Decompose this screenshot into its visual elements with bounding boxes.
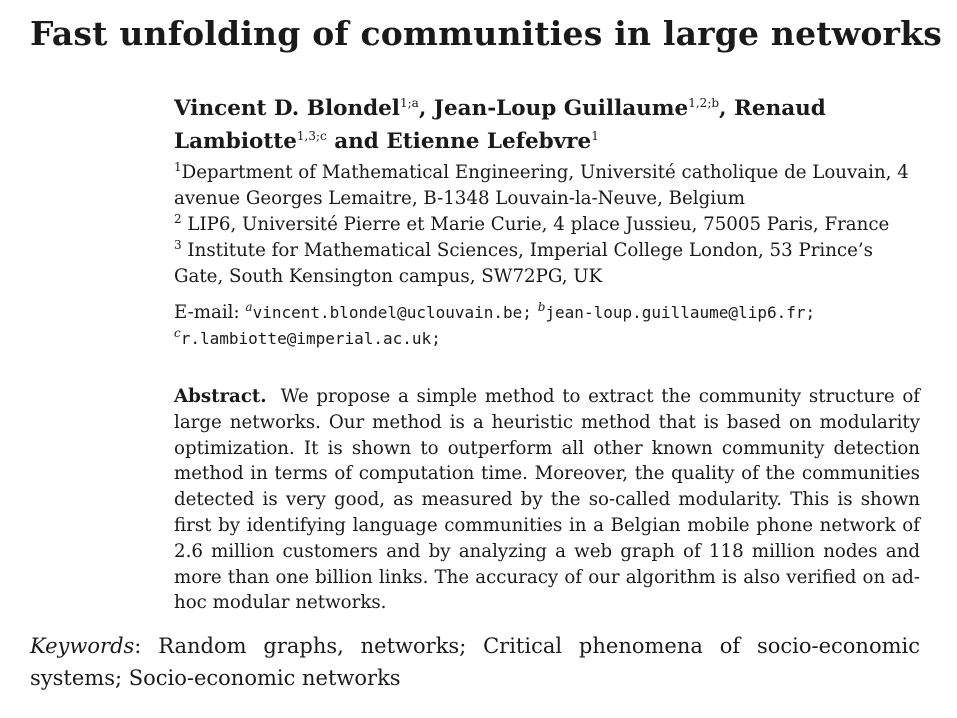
affiliation-item [174,212,914,238]
affiliation-text: Department of Mathematical Engineering, Université catholique de Louvain, 4 avenue Georges Lemaitre, B-1348 Louvain-la-Neuve, Belgium [174,162,909,209]
abstract-text: We propose a simple method to extract the community structure of large networks. Our method is a heuristic method that is based on modularity optimization. It is shown to outperform all other known community detection method in terms of computation time. Moreover, the quality of the communities detected is very good, as measured by the so-called modularity. This is shown first by identifying language communities in a Belgian mobile phone network of 2.6 million customers and by analyzing a web graph of 118 million nodes and more than one billion links. The accuracy of our algorithm is also verified on ad-hoc modular networks. [174,386,920,614]
abstract [174,384,920,616]
affiliation-mark: 3 [174,237,182,252]
keywords [30,630,920,694]
affiliation-mark: 1 [174,159,182,174]
affiliation-list [174,160,914,290]
author-mark: 1 [591,128,599,143]
author-name: Renaud Lambiotte [174,96,826,154]
author-mark: 1,2;b [688,95,720,110]
email-address[interactable]: r.lambiotte@imperial.ac.uk; [180,329,441,348]
affiliation-mark: 2 [174,211,182,226]
paper-title: Fast unfolding of communities in large networks [30,14,942,53]
affiliation-item [174,238,914,290]
author-name: Etienne Lefebvre [386,129,592,154]
author-name: Vincent D. Blondel [174,96,400,121]
author-mark: 1,3;c [296,128,327,143]
email-mark: a [245,299,253,314]
author-separator: and [326,129,387,154]
author-name: Jean-Loup Guillaume [433,96,689,121]
keywords-text: : Random graphs, networks; Critical phenomena of socio-economic systems; Socio-economic networks [30,634,920,690]
affiliation-item [174,160,914,212]
author-mark: 1;a [399,95,419,110]
author-separator: , [719,96,735,121]
author-list [174,92,914,158]
email-address[interactable]: vincent.blondel@uclouvain.be; [252,303,532,322]
email-label: E-mail: [174,302,246,323]
email-address[interactable]: jean-loup.guillaume@lip6.fr; [545,303,816,322]
affiliation-text: Institute for Mathematical Sciences, Imperial College London, 53 Prince’s Gate, South Kensington campus, SW72PG, UK [174,240,873,287]
email-mark: b [537,299,546,314]
abstract-label: Abstract. [174,386,267,407]
email-block [174,300,914,352]
author-separator: , [418,96,434,121]
keywords-label: Keywords [30,634,135,658]
affiliation-text: LIP6, Université Pierre et Marie Curie, 4 place Jussieu, 75005 Paris, France [181,214,890,235]
email-mark: c [174,325,181,340]
